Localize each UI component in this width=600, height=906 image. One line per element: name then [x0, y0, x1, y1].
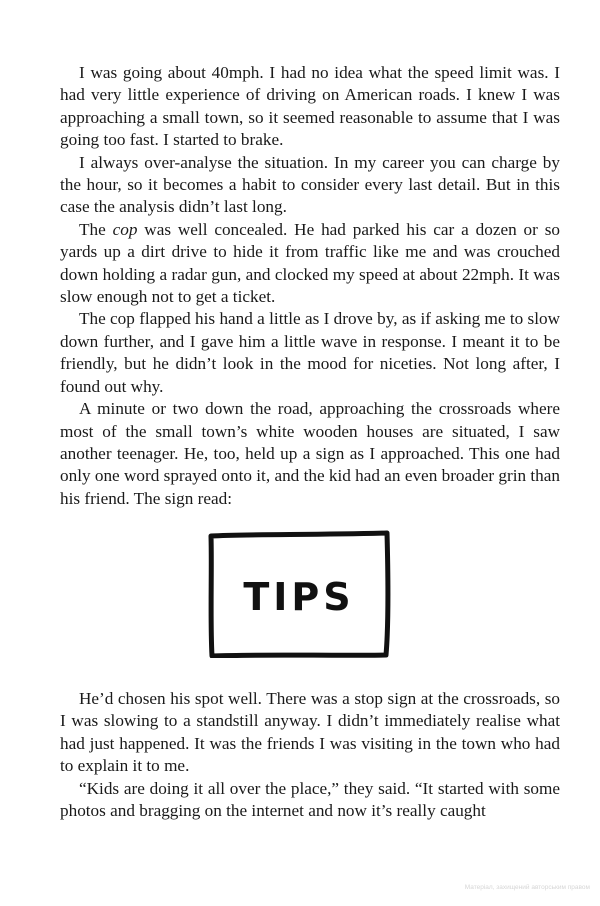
- sign-word: TIPS: [243, 575, 355, 619]
- paragraph-rest: was well concealed. He had parked his car a dozen or so yards up a dirt drive to hide it from traffic like me and was crouched down holding a radar gun, and clocked my speed at about 22mph. It was slow enough not to get a ticket.: [60, 219, 560, 307]
- paragraph: I always over-analyse the situation. In my career you can charge by the hour, so it becomes a habit to consider every last detail. But in this case the analysis didn’t last long.: [60, 152, 560, 217]
- paragraph: I was going about 40mph. I had no idea what the speed limit was. I had very little experience of driving on American roads. I knew I was approaching a small town, so it seemed reasonable to assume that I was going too fast. I started to brake.: [60, 63, 560, 150]
- tips-sign-illustration: [206, 530, 392, 658]
- paragraph: “Kids are doing it all over the place,” they said. “It started with some photos and bragging on the internet and now it’s really caught: [60, 778, 560, 821]
- emphasis-word: cop: [112, 219, 138, 239]
- paragraph: He’d chosen his spot well. There was a stop sign at the crossroads, so I was slowing to a standstill anyway. I didn’t immediately realise what had just happened. It was the friends I was visiting in the town who had to explain it to me.: [60, 689, 560, 776]
- paragraph: A minute or two down the road, approaching the crossroads where most of the small town’s white wooden houses are situated, I saw another teenager. He, too, held up a sign as I approached. This one had only one word sprayed onto it, and the kid had an even broader grin than his friend. The sign read:: [60, 399, 560, 508]
- paragraph: The cop flapped his hand a little as I drove by, as if asking me to slow down further, and I gave him a little wave in response. I meant it to be friendly, but he didn’t look in the mood for niceties. Not long after, I found out why.: [60, 309, 560, 396]
- paragraph-lead: The: [79, 219, 113, 239]
- copyright-watermark: Матеріал, захищений авторським правом: [464, 884, 590, 891]
- paragraph: [60, 219, 560, 309]
- body-text-top: [60, 62, 560, 510]
- body-text-bottom: [60, 688, 560, 822]
